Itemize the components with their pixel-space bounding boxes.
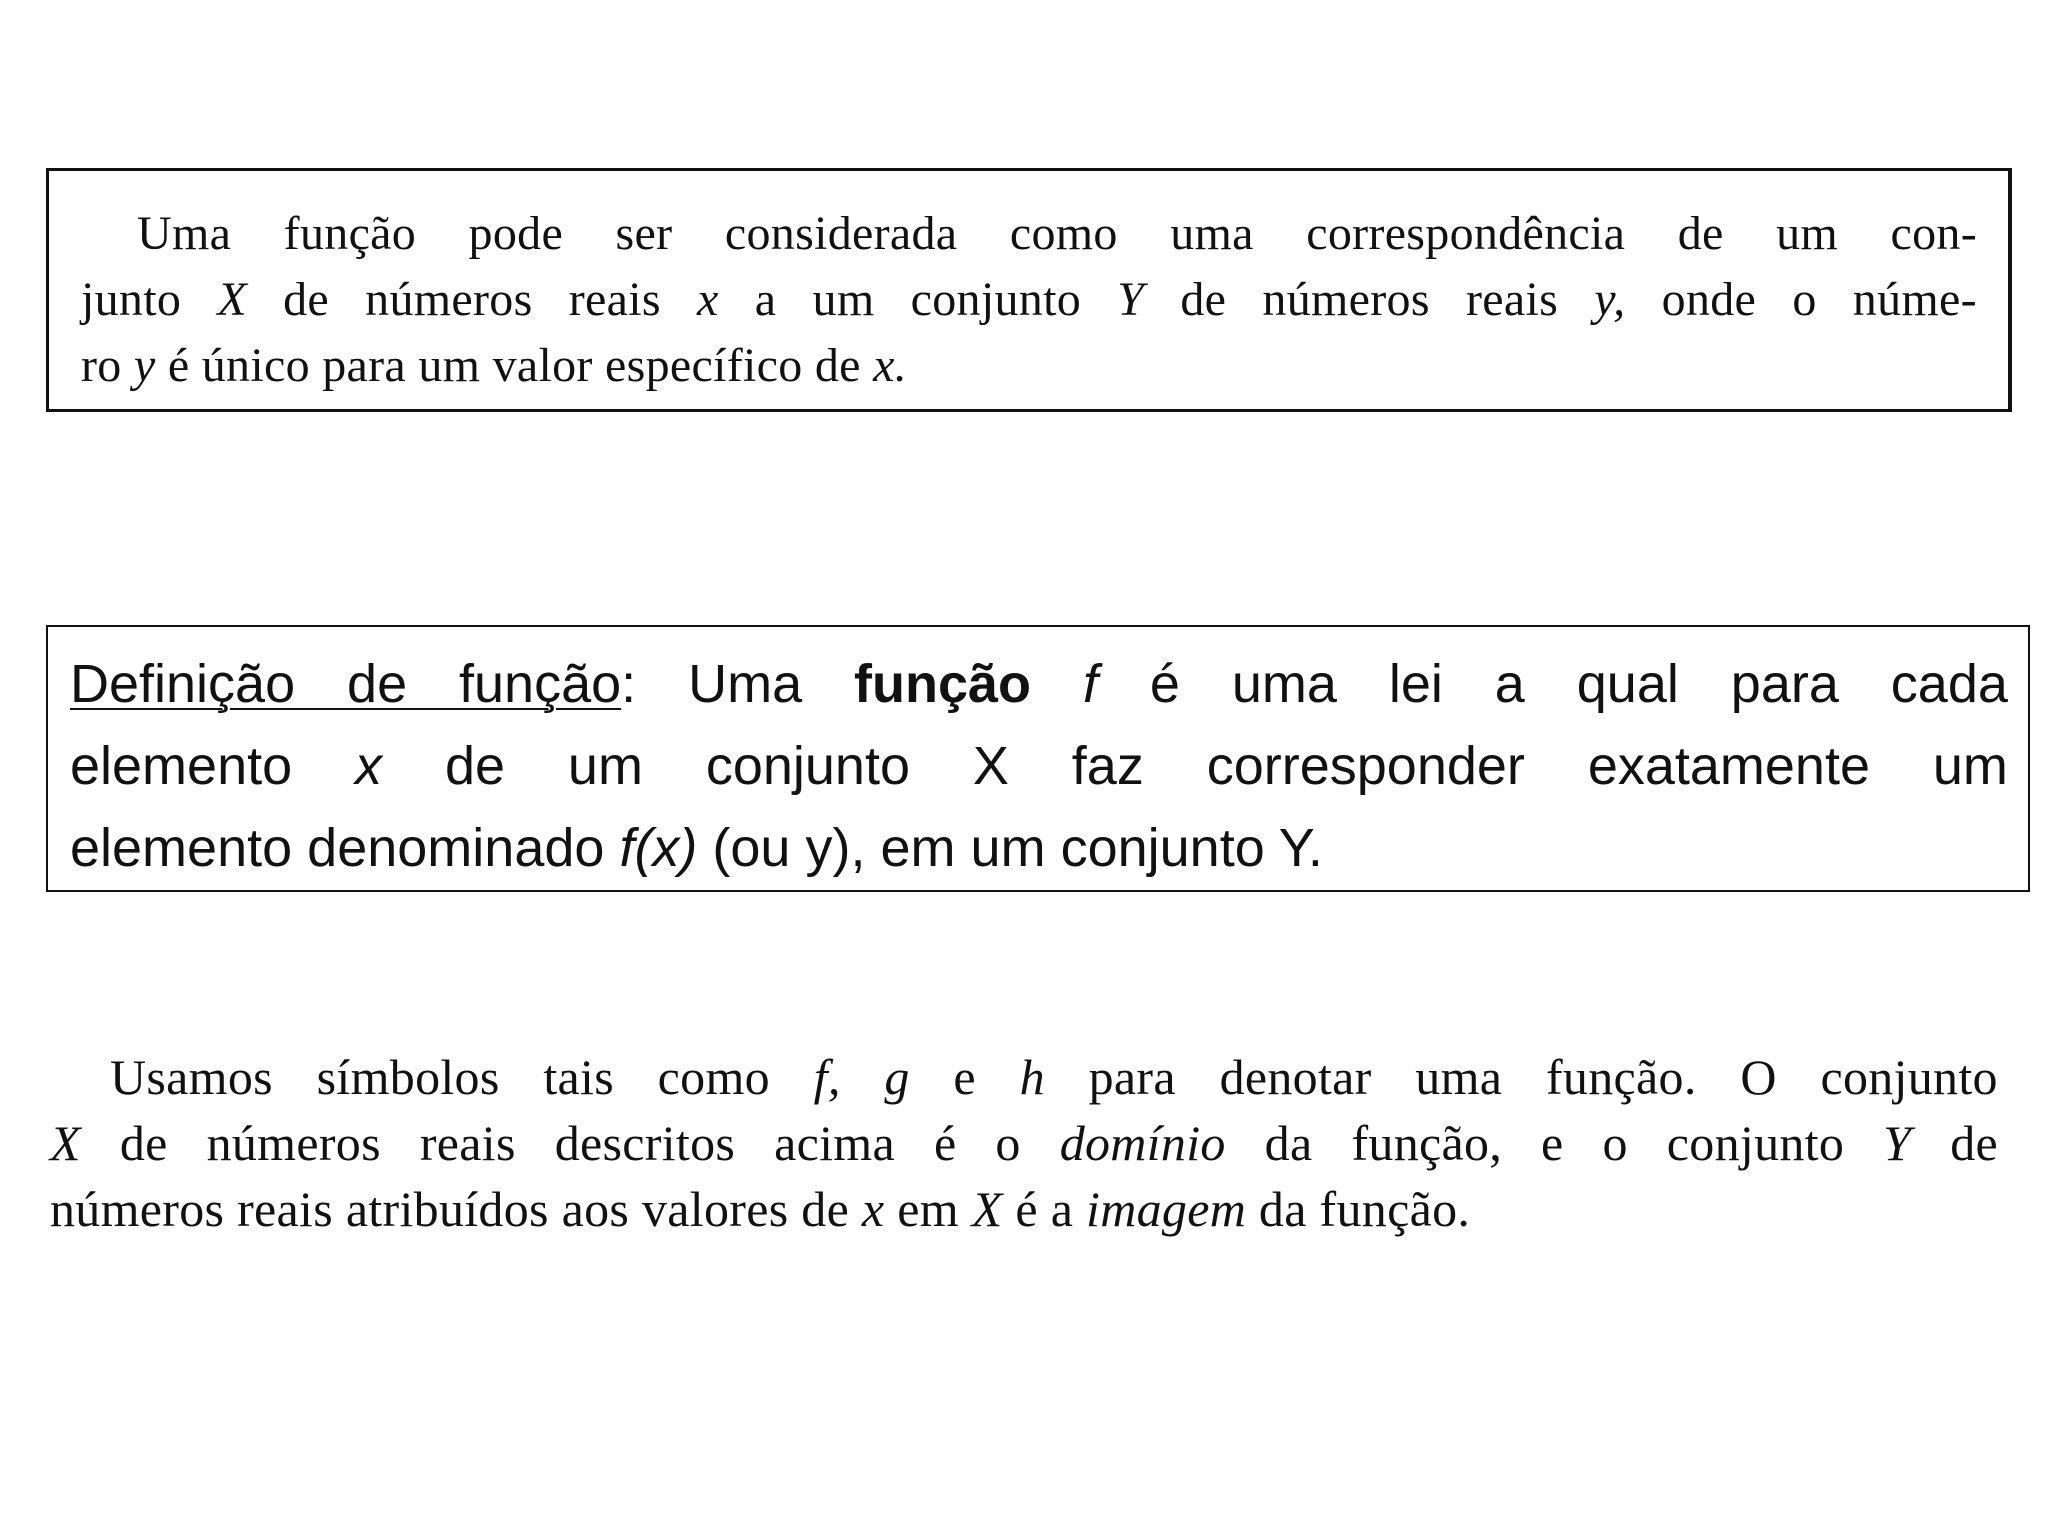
word: x	[861, 1181, 885, 1237]
paragraph-line-1	[50, 1044, 1998, 1110]
word: núme-	[1852, 273, 1977, 326]
word: a	[1050, 1181, 1074, 1237]
word: de	[814, 339, 861, 392]
word: x	[697, 273, 719, 326]
word: e	[953, 1049, 976, 1105]
definition-line-3	[70, 807, 2008, 889]
word: X	[972, 736, 1009, 796]
word: conjunto	[1666, 1115, 1845, 1171]
word: elemento	[70, 818, 293, 878]
word: reais	[237, 1181, 333, 1237]
word: faz	[1071, 736, 1144, 796]
word: um	[812, 273, 875, 326]
word: função.	[1319, 1181, 1471, 1237]
word: imagem	[1086, 1181, 1247, 1237]
word: uma	[1415, 1049, 1503, 1105]
word: para	[322, 339, 406, 392]
word: de	[283, 273, 330, 326]
word: é	[1015, 1181, 1038, 1237]
word: para	[1730, 654, 1839, 714]
scanned-paragraph	[50, 1044, 1998, 1242]
word: h	[1019, 1049, 1045, 1105]
word: função.	[1545, 1049, 1697, 1105]
word: números	[50, 1181, 225, 1237]
word: aos	[561, 1181, 630, 1237]
word: qual	[1576, 654, 1679, 714]
word: tais	[543, 1049, 614, 1105]
word: elemento	[70, 736, 293, 796]
word: f(x)	[619, 818, 698, 878]
word: onde	[1661, 273, 1757, 326]
word: de	[1180, 273, 1227, 326]
word: descritos	[554, 1115, 736, 1171]
word: o	[1792, 273, 1817, 326]
word: Y	[1117, 273, 1145, 326]
scanned-excerpt-box	[46, 168, 2012, 412]
word: uma	[1231, 654, 1337, 714]
word: um	[970, 818, 1046, 878]
word: X	[971, 1181, 1003, 1237]
paragraph-line-3	[50, 1176, 1998, 1242]
word: acima	[774, 1115, 895, 1171]
word: e	[1541, 1115, 1564, 1171]
word: atribuídos	[345, 1181, 549, 1237]
word: y,	[1594, 273, 1626, 326]
word: valores	[641, 1181, 789, 1237]
word: conjunto	[910, 273, 1082, 326]
word: reais	[568, 273, 661, 326]
word: Y	[1883, 1115, 1912, 1171]
word: lei	[1388, 654, 1443, 714]
word: o	[995, 1115, 1021, 1171]
word: reais	[419, 1115, 516, 1171]
word: Uma	[688, 654, 803, 714]
word: x	[355, 736, 383, 796]
word: O	[1740, 1049, 1777, 1105]
scanned-excerpt-text	[81, 201, 1977, 399]
word: símbolos	[316, 1049, 500, 1105]
word: X	[50, 1115, 81, 1171]
word: y),	[805, 818, 866, 878]
word: de	[119, 1115, 168, 1171]
word: corresponder	[1206, 736, 1525, 796]
word: é	[167, 339, 190, 392]
word: g	[884, 1049, 910, 1105]
word: um	[418, 339, 481, 392]
word: em	[897, 1181, 959, 1237]
word: para	[1088, 1049, 1176, 1105]
definition-line-2	[70, 725, 2008, 807]
word: números	[365, 273, 533, 326]
word: Y.	[1278, 818, 1323, 878]
word: cada	[1890, 654, 2008, 714]
word: a	[754, 273, 777, 326]
word: função,	[1351, 1115, 1503, 1171]
word: função	[854, 654, 1032, 714]
word: domínio	[1059, 1115, 1226, 1171]
word: é	[1149, 654, 1180, 714]
word: ro	[81, 339, 122, 392]
definition-line-1	[70, 643, 2008, 725]
paragraph-line-2	[50, 1110, 1998, 1176]
excerpt-line-1: Uma função pode ser considerada como uma correspondência de um con-	[137, 207, 1977, 260]
word: um	[1932, 736, 2008, 796]
word: o	[1602, 1115, 1628, 1171]
definition-text	[70, 643, 2008, 889]
word: denominado	[307, 818, 605, 878]
word: como	[657, 1049, 770, 1105]
definition-heading: Definição de função	[70, 654, 622, 714]
word: números	[1262, 273, 1430, 326]
word: conjunto	[1820, 1049, 1998, 1105]
word: f,	[813, 1049, 841, 1105]
word: (ou	[712, 818, 791, 878]
word: denotar	[1219, 1049, 1372, 1105]
word: reais	[1465, 273, 1559, 326]
definition-colon: :	[621, 654, 637, 714]
excerpt-line-2	[81, 267, 1977, 333]
word: em	[880, 818, 956, 878]
word: exatamente	[1587, 736, 1870, 796]
word: X	[217, 273, 247, 326]
excerpt-line-3	[81, 333, 1977, 399]
word: conjunto	[705, 736, 910, 796]
word: de	[1950, 1115, 1999, 1171]
word: da	[1258, 1181, 1307, 1237]
word: junto	[81, 273, 182, 326]
word: números	[206, 1115, 381, 1171]
word: f	[1082, 654, 1098, 714]
word: conjunto	[1060, 818, 1265, 878]
word: valor	[492, 339, 593, 392]
word: de	[444, 736, 506, 796]
definition-box	[46, 625, 2030, 892]
word: y	[133, 339, 156, 392]
word: x.	[873, 339, 907, 392]
word: um	[567, 736, 643, 796]
word: da	[1264, 1115, 1313, 1171]
word: é	[933, 1115, 957, 1171]
word: específico	[605, 339, 803, 392]
definition-line-1-rest	[688, 654, 2008, 714]
word: a	[1494, 654, 1525, 714]
word: único	[201, 339, 310, 392]
word: Usamos	[110, 1049, 273, 1105]
word: de	[801, 1181, 850, 1237]
